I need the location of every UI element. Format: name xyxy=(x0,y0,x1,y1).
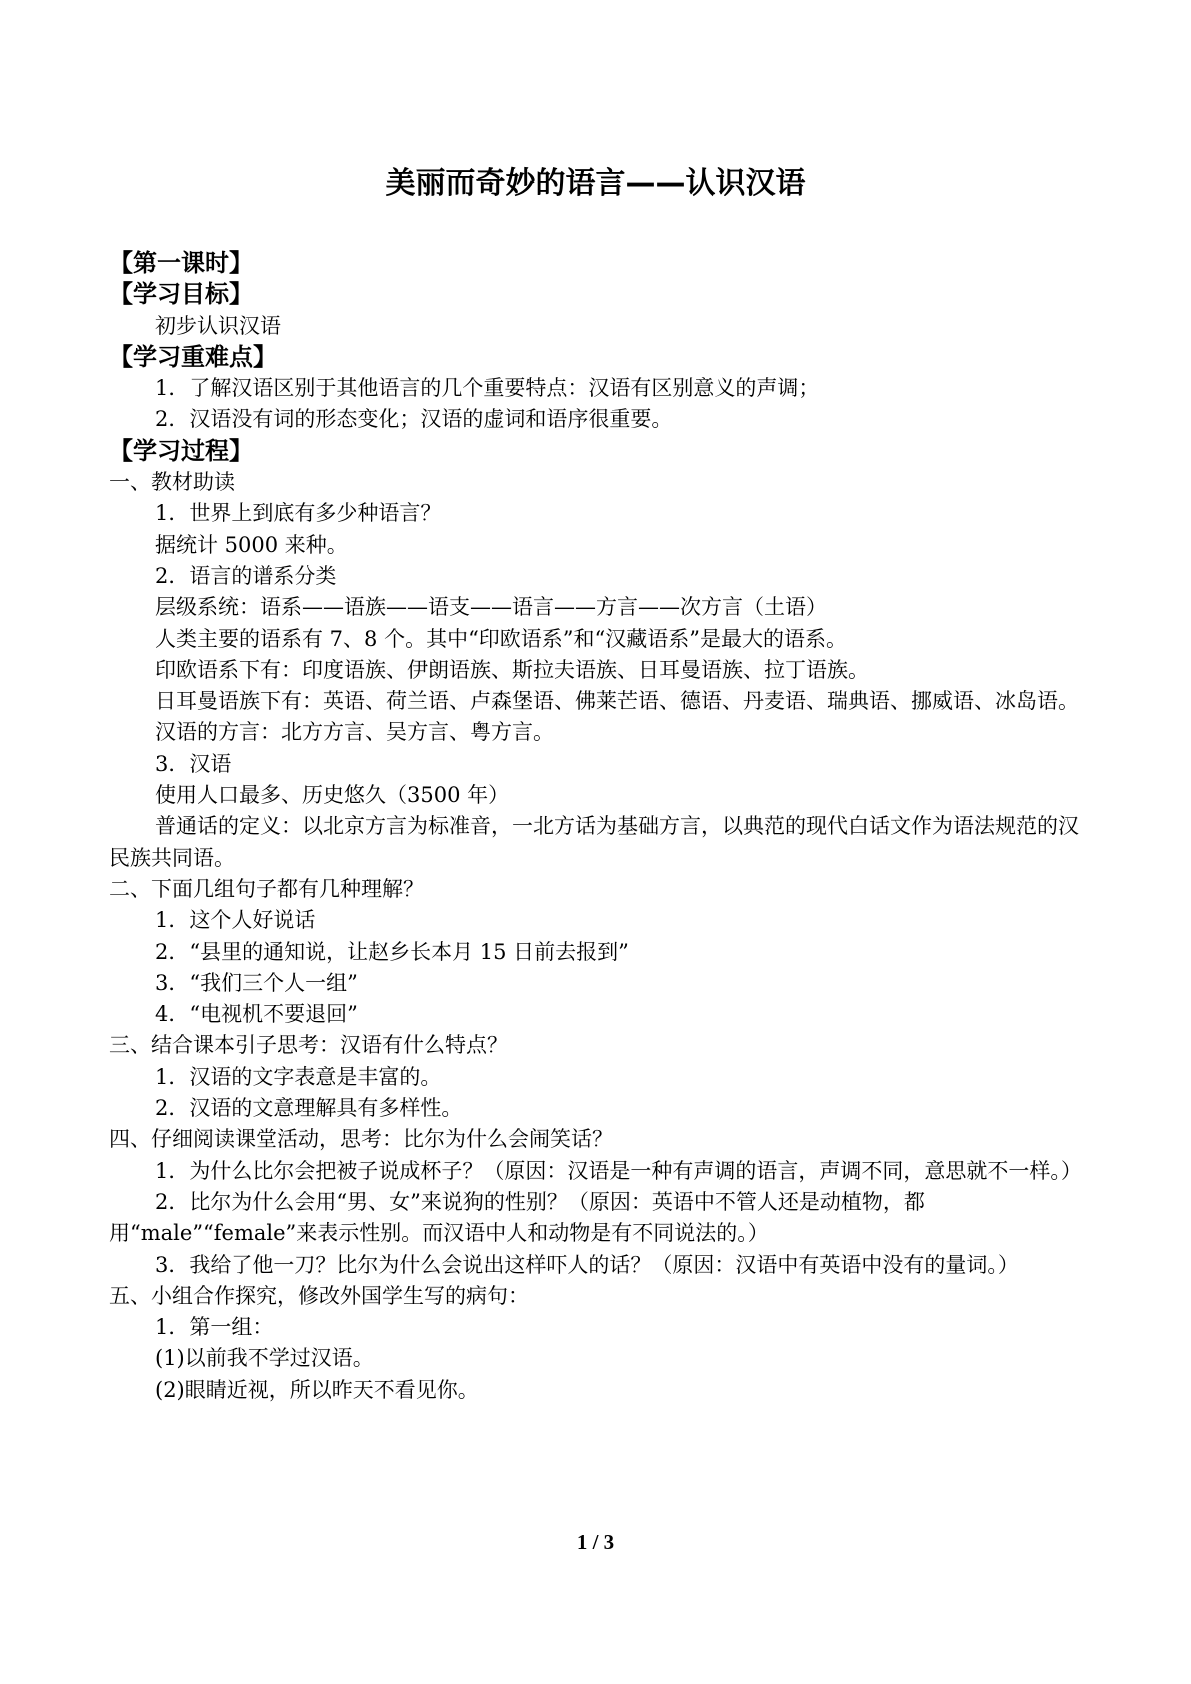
paragraph: 人类主要的语系有 7、8 个。其中“印欧语系”和“汉藏语系”是最大的语系。 xyxy=(155,626,848,651)
paragraph: 层级系统：语系——语族——语支——语言——方言——次方言（土语） xyxy=(155,595,827,620)
paragraph: 汉语的方言：北方方言、吴方言、粤方言。 xyxy=(155,720,554,745)
paragraph: 1．第一组： xyxy=(155,1315,274,1340)
paragraph: 2．语言的谱系分类 xyxy=(155,563,337,588)
key-point-2: 2．汉语没有词的形态变化；汉语的虚词和语序很重要。 xyxy=(155,407,673,432)
heading-first-lesson: 【第一课时】 xyxy=(109,249,253,277)
paragraph: 1．这个人好说话 xyxy=(155,908,316,933)
section-4-heading: 四、仔细阅读课堂活动，思考：比尔为什么会闹笑话？ xyxy=(109,1127,613,1152)
paragraph: 2．“县里的通知说，让赵乡长本月 15 日前去报到” xyxy=(155,939,629,964)
paragraph: (2)眼睛近视，所以昨天不看见你。 xyxy=(155,1377,479,1402)
paragraph: 印欧语系下有：印度语族、伊朗语族、斯拉夫语族、日耳曼语族、拉丁语族。 xyxy=(155,657,869,682)
paragraph: (1)以前我不学过汉语。 xyxy=(155,1346,374,1371)
heading-learning-goals: 【学习目标】 xyxy=(109,280,253,309)
paragraph: 3．汉语 xyxy=(155,751,232,776)
section-1-heading: 一、教材助读 xyxy=(109,470,235,495)
paragraph: 使用人口最多、历史悠久（3500 年） xyxy=(155,783,510,808)
paragraph: 4．“电视机不要退回” xyxy=(155,1002,358,1027)
paragraph: 2．汉语的文意理解具有多样性。 xyxy=(155,1096,463,1121)
heading-learning-process: 【学习过程】 xyxy=(109,436,253,465)
document-title: 美丽而奇妙的语言——认识汉语 xyxy=(385,166,806,201)
section-3-heading: 三、结合课本引子思考：汉语有什么特点？ xyxy=(109,1033,508,1058)
paragraph: 3．我给了他一刀？比尔为什么会说出这样吓人的话？（原因：汉语中有英语中没有的量词。） xyxy=(155,1252,1019,1277)
goal-text: 初步认识汉语 xyxy=(155,313,281,338)
paragraph: 日耳曼语族下有：英语、荷兰语、卢森堡语、佛莱芒语、德语、丹麦语、瑞典语、挪威语、冰岛语。 xyxy=(155,689,1079,714)
paragraph: 3．“我们三个人一组” xyxy=(155,970,358,995)
paragraph: 1．世界上到底有多少种语言？ xyxy=(155,501,442,526)
document-body xyxy=(109,248,1089,1406)
page-number: 1 / 3 xyxy=(576,1530,615,1554)
section-5-heading: 五、小组合作探究，修改外国学生写的病句： xyxy=(109,1283,529,1308)
paragraph: 普通话的定义：以北京方言为标准音，一北方话为基础方言，以典范的现代白话文作为语法规范的汉民族共同语。 xyxy=(109,814,1079,870)
paragraph: 据统计 5000 来种。 xyxy=(155,532,348,557)
paragraph: 1．汉语的文字表意是丰富的。 xyxy=(155,1064,442,1089)
heading-key-points: 【学习重难点】 xyxy=(109,342,277,371)
section-2-heading: 二、下面几组句子都有几种理解？ xyxy=(109,876,424,901)
paragraph: 1．为什么比尔会把被子说成杯子？（原因：汉语是一种有声调的语言，声调不同，意思就不一样。） xyxy=(155,1158,1082,1183)
paragraph: 2．比尔为什么会用“男、女”来说狗的性别？（原因：英语中不管人还是动植物，都用“male”“female”来表示性别。而汉语中人和动物是有不同说法的。） xyxy=(109,1189,925,1246)
key-point-1: 1．了解汉语区别于其他语言的几个重要特点：汉语有区别意义的声调； xyxy=(155,376,820,401)
